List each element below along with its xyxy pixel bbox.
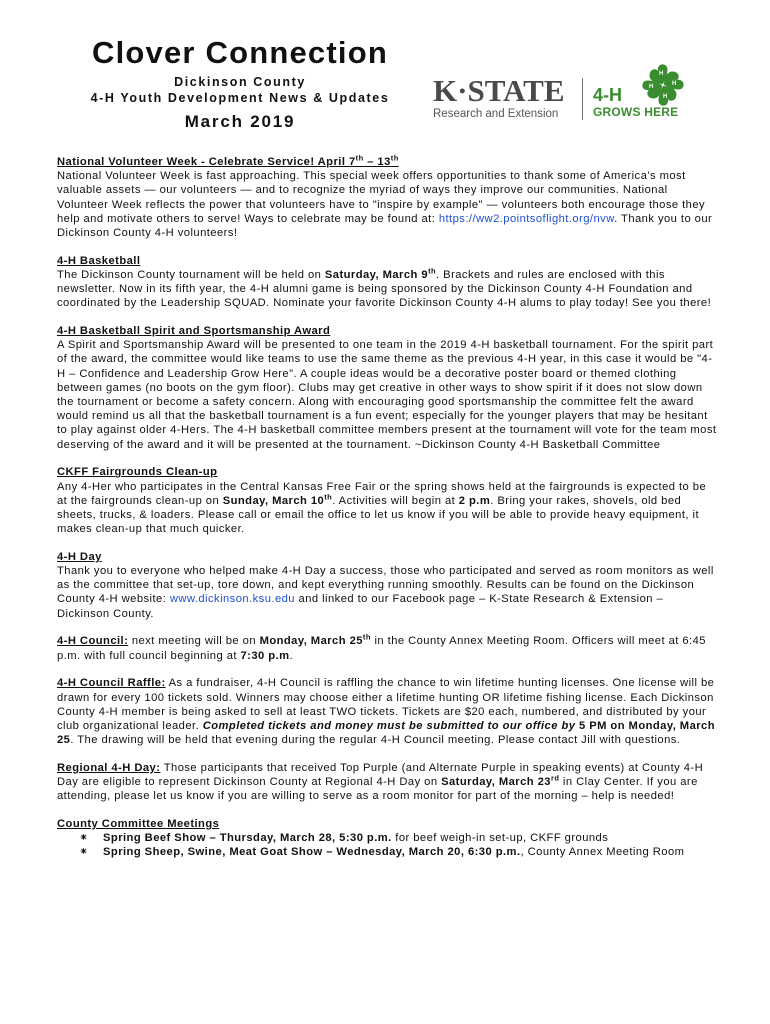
title-superscript: th [390, 153, 399, 163]
council-title: 4-H Council: [57, 635, 129, 648]
masthead [60, 36, 420, 133]
committee-list [57, 831, 717, 859]
basketball-text: The Dickinson County tournament will be held on [57, 268, 325, 281]
section-title: County Committee Meetings [57, 817, 220, 830]
newsletter-body [57, 155, 717, 873]
four-leaf-clover-icon [638, 60, 688, 110]
committee-meeting-title: Spring Sheep, Swine, Meat Goat Show – Wednesday, March 20, 6:30 p.m. [103, 846, 521, 859]
4h-day-text: Thank you to everyone who helped make 4-H Day a success, those who participated and served as room monitors as well as the committee that set-up, tore down, and kept everything running smoothly. Results can be found on the Dickinson County 4-H website: [57, 565, 714, 606]
date-superscript: th [324, 492, 333, 502]
bullet-icon: ⁕ [79, 846, 89, 859]
kstate-wordmark: K·STATE [433, 73, 565, 108]
section-title: 4-H Day [57, 550, 102, 563]
logo-divider [582, 78, 583, 120]
section-text [57, 676, 717, 747]
section-text [57, 564, 717, 621]
council-text-cont: in the County Annex Meeting Room. Officers will meet at 6:45 p.m. with full council beginning at [57, 635, 706, 662]
date-superscript: rd [550, 773, 560, 783]
svg-text:H: H [663, 94, 668, 100]
regional-date: Saturday, March 23 [441, 776, 551, 789]
svg-text:H: H [672, 81, 677, 87]
raffle-emphasis: Completed tickets and money must be submitted to our office by [202, 719, 576, 732]
issue-date: March 2019 [184, 112, 296, 131]
raffle-deadline: 5 PM on Monday, March 25 [57, 719, 716, 747]
ckff-date: Sunday, March 10 [222, 494, 325, 507]
council-text-end: . [289, 649, 294, 662]
dickinson-website-link[interactable]: www.dickinson.ksu.edu [169, 593, 295, 606]
section-council-raffle [57, 676, 717, 747]
list-item [79, 845, 717, 859]
council-date: Monday, March 25 [259, 635, 363, 648]
volunteer-week-thanks: . Thank you to our Dickinson County 4-H volunteers! [57, 212, 713, 240]
section-council [57, 634, 717, 662]
committee-meeting-title: Spring Beef Show – Thursday, March 28, 5:30 p.m. [103, 832, 392, 845]
volunteer-week-text: National Volunteer Week is fast approaching. This special week offers opportunities to thank some of America’s most valuable assets — our volunteers — and to recognize the myriad of ways they improve our communities. National Volunteer Week reflects the power that volunteers have to "inspire by example" — volunteers both encourage those they help and motivate others to serve! Ways to celebrate may be found at: [57, 170, 706, 225]
section-committee-meetings [57, 817, 717, 860]
section-text [57, 634, 717, 662]
raffle-text-end: . The drawing will be held that evening during the regular 4-H Council meeting. Please contact Jill with questions. [70, 734, 681, 747]
section-basketball [57, 254, 717, 311]
section-text [57, 268, 717, 311]
bullet-icon: ⁕ [79, 832, 89, 845]
regional-text: Those participants that received Top Purple (and Alternate Purple in speaking events) at County 4-H Day are eligible to represent Dickinson County at Regional 4-H Day on [57, 761, 704, 789]
section-text [57, 480, 717, 537]
section-4h-day [57, 550, 717, 621]
county-name: Dickinson County [174, 75, 306, 89]
ckff-text: Any 4-Her who participates in the Central Kansas Free Fair or the spring shows held at the fairgrounds is expected to be at the fairgrounds clean-up on [57, 480, 707, 507]
list-item [79, 831, 717, 845]
section-text [57, 169, 717, 240]
section-spirit-award [57, 324, 717, 452]
section-text [57, 761, 717, 804]
raffle-title: 4-H Council Raffle: [57, 677, 166, 690]
points-of-light-link[interactable]: https://ww2.pointsoflight.org/nvw [438, 212, 615, 225]
kstate-logo [433, 73, 565, 121]
four-h-logo [593, 60, 695, 126]
section-text: A Spirit and Sportsmanship Award will be presented to one team in the 2019 4-H basketball tournament. For the spirit part of the award, the committee would like teams to use the same theme as the previous 4-H year, in this case it would be "4-H – Confidence and Leadership Grow Here". A couple ideas would be a decorative poster board or themed clothing between games (no boots on the gym floor). Clubs may get creative in other ways to show spirit if it does not slow down the tournament or become a safety concern. Along with encouraging good sportsmanship the committee felt the award would remind us all that the basketball tournament is a fun event; especially for the younger players that may be hesitant to play against older 4-Hers. The 4-H basketball committee members present at the tournament will vote for the team most deserving of the award and it will be presented at the tournament. ~Dickinson County 4-H Basketball Committee [57, 339, 717, 451]
ckff-text-cont: . Activities will begin at [332, 494, 459, 507]
ckff-text-end: . Bring your rakes, shovels, old bed sheets, trucks, & loaders. Please call or email the office to let us know if you will be able to provide heavy equipment, it makes clean-up that much quicker. [57, 494, 699, 536]
section-title [57, 155, 717, 169]
four-h-text: 4-H [593, 85, 623, 105]
regional-title: Regional 4-H Day: [57, 761, 161, 774]
kstate-subtitle: Research and Extension [433, 108, 559, 120]
date-superscript: th [428, 266, 437, 276]
regional-text-end: in Clay Center. If you are attending, please let us know if you are willing to serve as a room monitor for part of the morning – help is needed! [57, 776, 698, 803]
section-regional-4h-day [57, 761, 717, 804]
section-title: 4-H Basketball [57, 254, 141, 267]
newsletter-subtitle: 4-H Youth Development News & Updates [90, 91, 390, 105]
ckff-time: 2 p.m [458, 494, 491, 507]
committee-meeting-detail: , County Annex Meeting Room [520, 846, 685, 859]
section-title: CKFF Fairgrounds Clean-up [57, 466, 218, 479]
four-h-tagline: GROWS HERE [593, 105, 679, 119]
title-superscript: th [355, 153, 364, 163]
date-superscript: th [362, 632, 371, 642]
newsletter-title: Clover Connection [92, 35, 388, 70]
svg-text:H: H [659, 71, 664, 77]
4h-day-text-end: and linked to our Facebook page – K-State Research & Extension – Dickinson County. [57, 593, 664, 620]
section-title: 4-H Basketball Spirit and Sportsmanship Award [57, 325, 331, 338]
raffle-text: As a fundraiser, 4-H Council is raffling the chance to win lifetime hunting licenses. One license will be drawn for every 100 tickets sold. Winners may choose either a lifetime hunting OR lifetime fishing license. Each Dickinson County 4-H member is being asked to sell at least TWO tickets. Tickets are $20 each, numbered, and distributed by your club organizational leader. [57, 677, 715, 732]
svg-text:H: H [649, 84, 654, 90]
volunteer-week-title-end: – 13 [363, 156, 391, 168]
basketball-date: Saturday, March 9 [324, 268, 429, 281]
logo-bar [433, 60, 695, 130]
council-text: next meeting will be on [128, 635, 260, 648]
section-volunteer-week [57, 155, 717, 240]
basketball-text-cont: . Brackets and rules are enclosed with this newsletter. Now in its fifth year, the 4-H alumni game is being sponsored by the Dickinson County 4-H Foundation and coordinated by the Leadership SQUAD. Nominate your favorite Dickinson County 4-H alums to play today! See you there! [57, 268, 712, 310]
volunteer-week-title: National Volunteer Week - Celebrate Service! April 7 [57, 156, 356, 168]
council-time: 7:30 p.m [240, 649, 290, 662]
committee-meeting-detail: for beef weigh-in set-up, CKFF grounds [391, 832, 609, 845]
section-ckff-cleanup [57, 465, 717, 536]
